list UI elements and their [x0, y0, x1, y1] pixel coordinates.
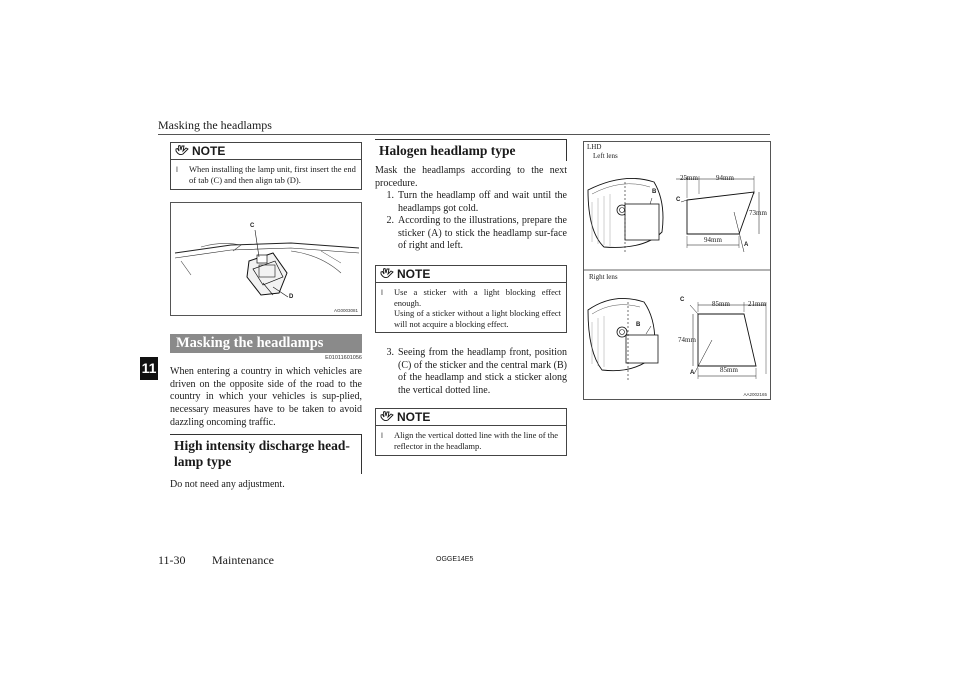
figure-code: AA2002165	[743, 392, 767, 397]
note-header	[171, 143, 361, 160]
hid-title: High intensity discharge head-lamp type	[170, 434, 362, 474]
right-lens-label: Right lens	[589, 273, 618, 281]
right-mark-b-label: B	[636, 322, 641, 328]
section-banner: Masking the headlamps	[170, 334, 362, 353]
sticker-diagram-drawing	[584, 142, 770, 399]
footer-section: Maintenance	[212, 553, 274, 567]
note-text: Use a sticker with a light blocking effect enough. Using of a sticker without a light blocking effect will not acquire a blocking effect.	[394, 287, 561, 329]
step-text: Seeing from the headlamp front, position (C) of the sticker and the central mark (B) of the headlamp and stick a sticker along the vertical dotted line.	[398, 347, 567, 397]
step-2	[375, 215, 567, 253]
note-label: NOTE	[397, 267, 431, 281]
left-mark-b-label: B	[652, 189, 657, 195]
note-hand-icon	[380, 268, 394, 280]
lhd-label: LHD	[587, 143, 602, 151]
document-code: OGGE14E5	[436, 556, 474, 563]
left-lens-label: Left lens	[593, 152, 618, 160]
note-header	[376, 409, 566, 426]
bullet-icon: l	[381, 289, 383, 297]
lamp-unit-figure	[170, 202, 362, 316]
step-text: According to the illustrations, prepare the sticker (A) to stick the headlamp sur-face of right and left.	[398, 215, 567, 252]
page-number: 11-30	[158, 553, 186, 567]
right-side-dim: 74mm	[678, 336, 696, 344]
bullet-icon: l	[176, 166, 178, 174]
step-number: 3.	[386, 347, 394, 358]
tab-c-label: C	[250, 223, 255, 229]
left-sticker-a-label: A	[744, 242, 749, 248]
figure-code: AG0003081	[333, 308, 358, 313]
bullet-icon: l	[381, 432, 383, 440]
note-text: Align the vertical dotted line with the line of the reflector in the headlamp.	[394, 430, 559, 451]
left-position-c-label: C	[676, 197, 681, 203]
note-text: When installing the lamp unit, first insert the end of tab (C) and then align tab (D).	[189, 164, 356, 185]
note-hand-icon	[175, 145, 189, 157]
tab-d-label: D	[289, 294, 294, 300]
halogen-intro: Mask the headlamps according to the next procedure.	[375, 165, 567, 189]
step-3	[375, 347, 567, 398]
left-top-long-dim: 94mm	[716, 174, 734, 182]
right-position-c-label: C	[680, 297, 685, 303]
left-top-short-dim: 25mm	[680, 174, 698, 182]
right-top-short-dim: 21mm	[748, 300, 766, 308]
chapter-tab: 11	[140, 357, 158, 380]
right-top-long-dim: 85mm	[712, 300, 730, 308]
note-hand-icon	[380, 411, 394, 423]
step-text: Turn the headlamp off and wait until the headlamps got cold.	[398, 190, 567, 214]
left-bottom-dim: 94mm	[704, 236, 722, 244]
sticker-diagram	[583, 141, 771, 400]
right-bottom-dim: 85mm	[720, 366, 738, 374]
hid-text: Do not need any adjustment.	[170, 479, 285, 490]
running-head: Masking the headlamps	[158, 118, 272, 132]
right-sticker-a-label: A	[690, 370, 695, 376]
note-install-lamp	[170, 142, 362, 190]
step-number: 1.	[386, 190, 394, 201]
step-1	[375, 190, 567, 215]
note-label: NOTE	[397, 410, 431, 424]
note-align-dotted-line	[375, 408, 567, 456]
note-header	[376, 266, 566, 283]
halogen-title: Halogen headlamp type	[375, 139, 567, 161]
note-light-blocking	[375, 265, 567, 333]
step-number: 2.	[386, 215, 394, 226]
lamp-unit-illustration	[171, 203, 361, 315]
left-side-dim: 73mm	[749, 209, 767, 217]
note-label: NOTE	[192, 144, 226, 158]
masking-intro: When entering a country in which vehicles are driven on the opposite side of the road to the country in which your vehicles is sup-plied, necessary measures have to be taken to avoid dazzling oncoming traffic.	[170, 366, 362, 428]
header-rule	[158, 134, 770, 135]
section-code: E01011601056	[325, 355, 362, 361]
